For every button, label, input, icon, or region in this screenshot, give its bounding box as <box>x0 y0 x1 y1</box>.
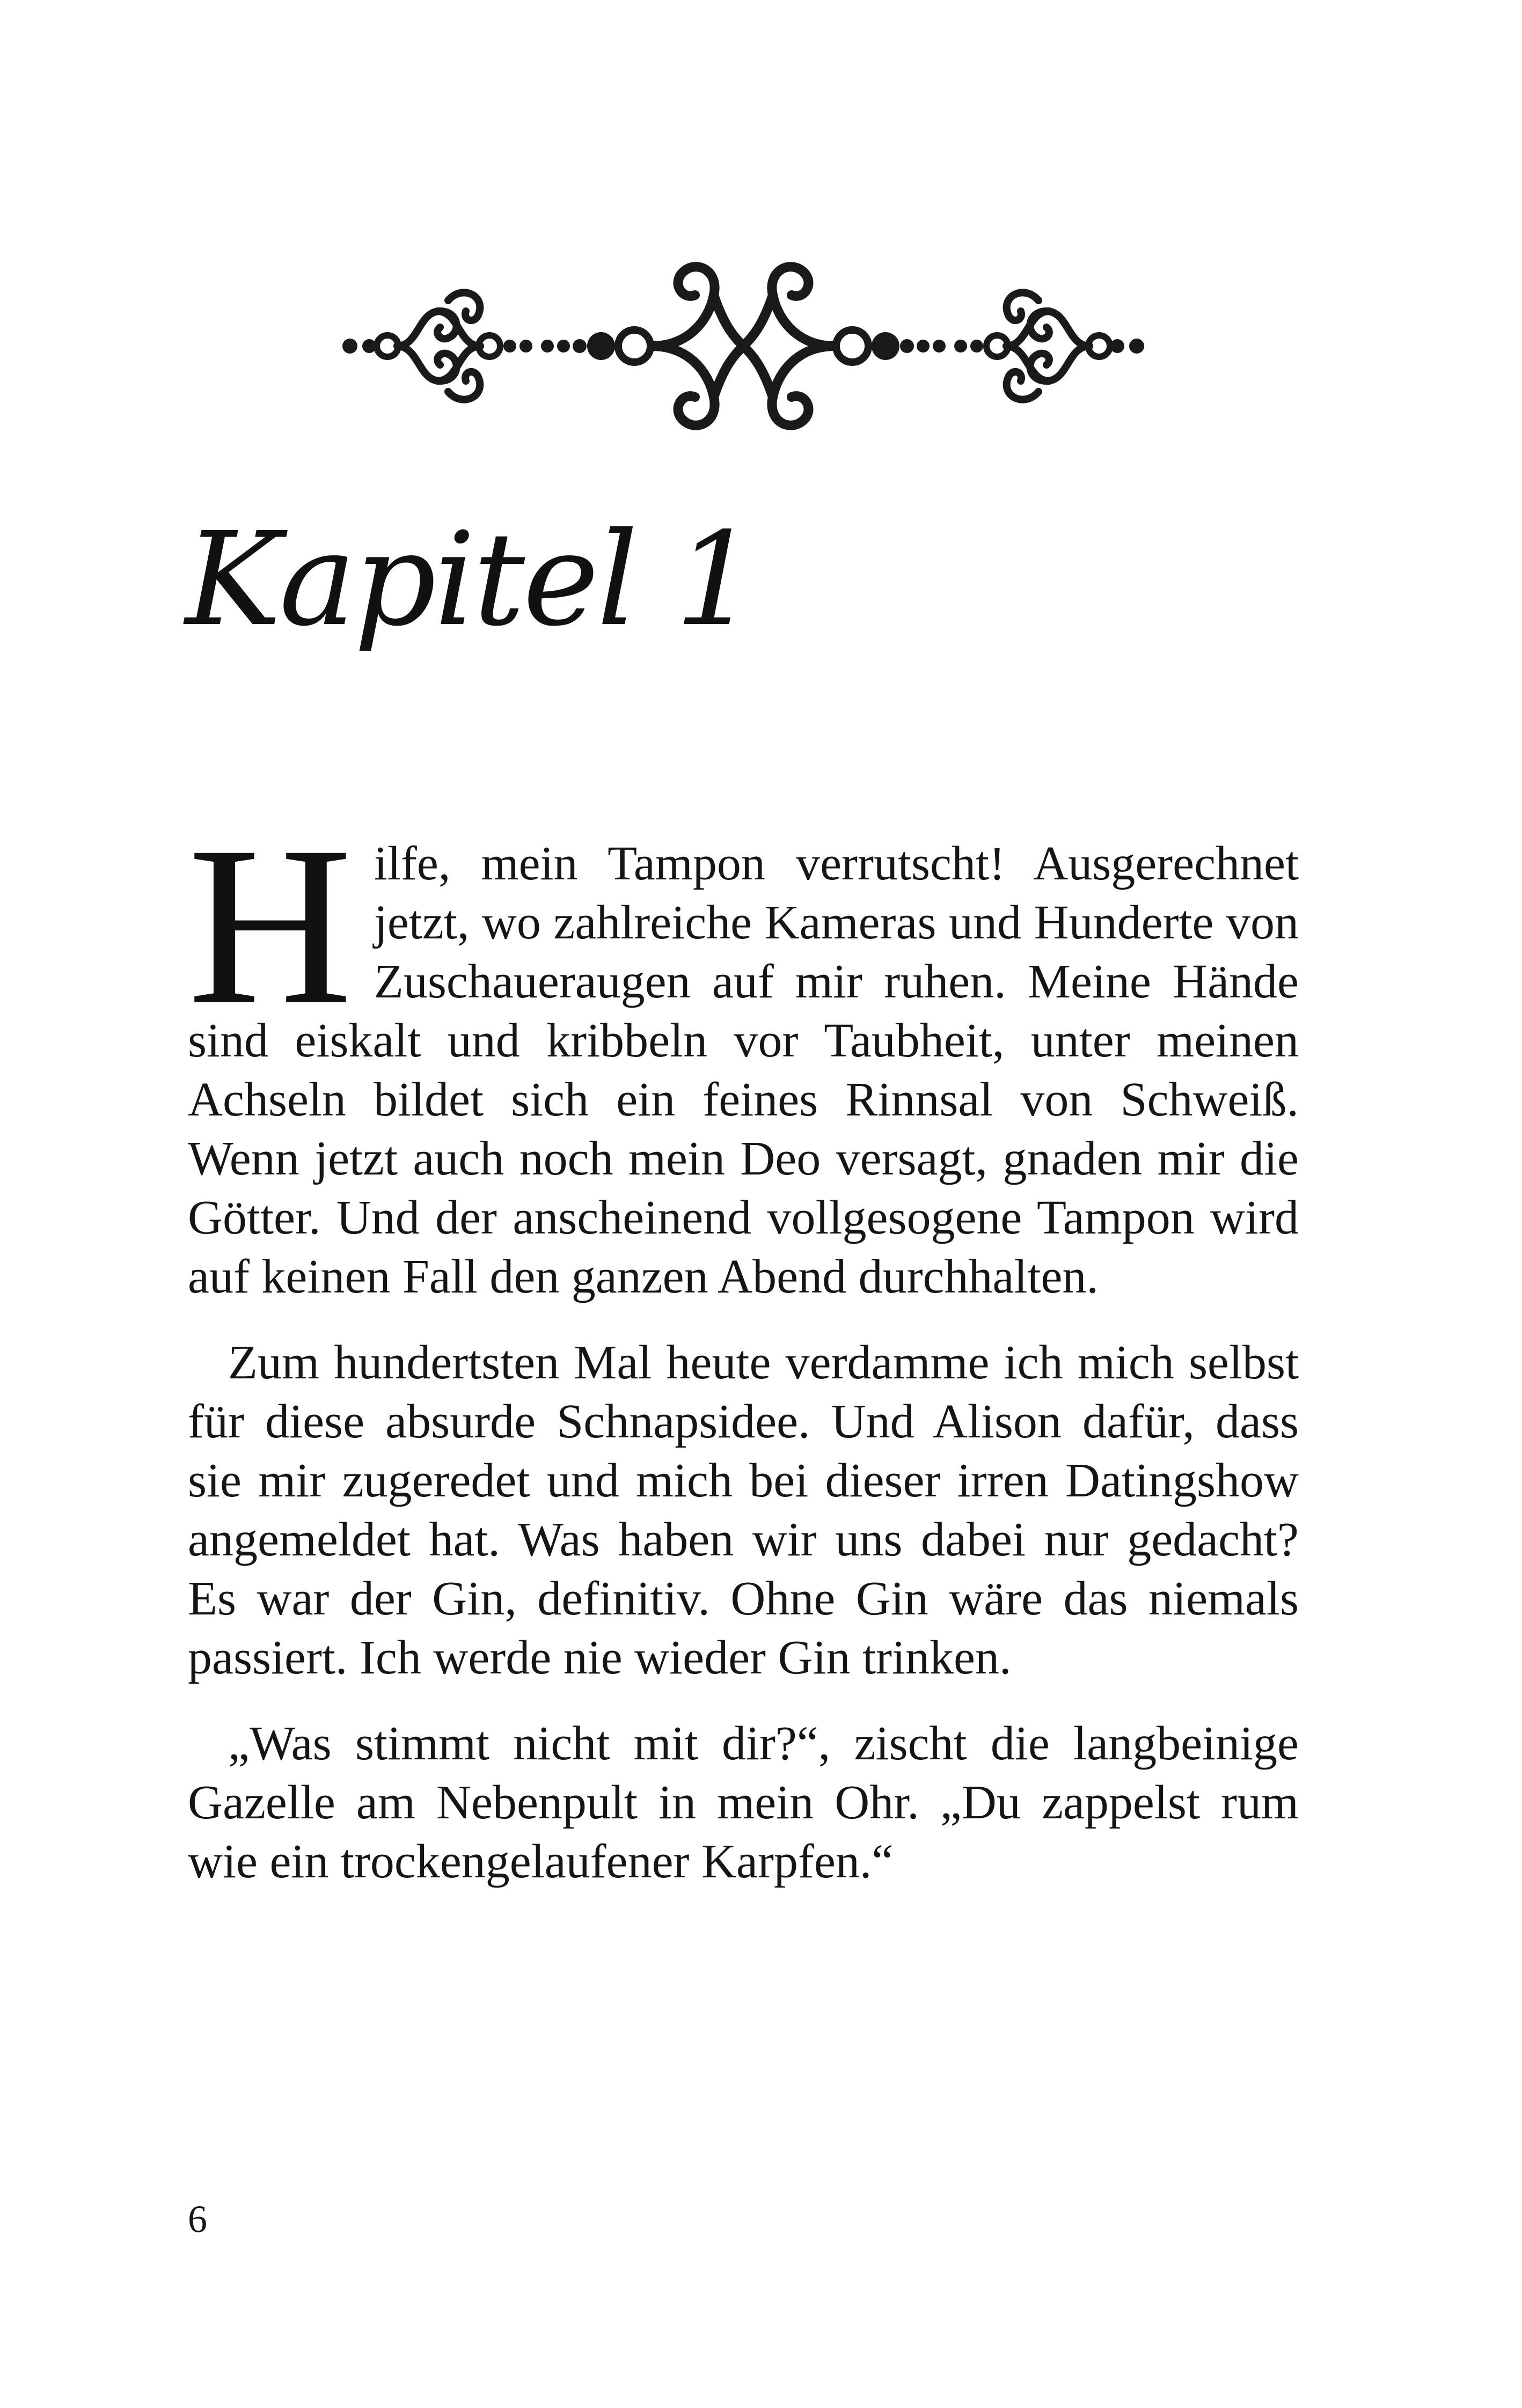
page-number: 6 <box>188 2198 207 2241</box>
paragraph <box>188 799 1299 1306</box>
paragraph-text: ilfe, mein Tampon verrutscht! Ausgerechnet jetzt, wo zahlreiche Kameras und Hunderte von Zuschaueraugen auf mir ruhen. Meine Hände sind eiskalt und kribbeln vor Taubheit, unter meinen Achseln bildet sich ein feines Rinnsal von Schweiß. Wenn jetzt auch noch mein Deo versagt, gnaden mir die Götter. Und der anscheinend vollgesogene Tampon wird auf keinen Fall den ganzen Abend durchhalten. <box>188 837 1299 1303</box>
drop-cap: H <box>188 799 353 1052</box>
paragraph: „Was stimmt nicht mit dir?“, zischt die langbeinige Gazelle am Nebenpult in mein Ohr. „Du zappelst rum wie ein trockengelaufener Karpfen.“ <box>188 1717 1299 1888</box>
chapter-title: Kapitel 1 <box>185 504 755 655</box>
paragraph: Zum hundertsten Mal heute verdamme ich mich selbst für diese absurde Schnapsidee. Und Alison dafür, dass sie mir zugeredet und mich bei dieser irren Datingshow angemeldet hat. Was haben wir uns dabei nur gedacht? Es war der Gin, definitiv. Ohne Gin wäre das niemals passiert. Ich werde nie wieder Gin trinken. <box>188 1336 1299 1684</box>
chapter-body <box>188 799 1299 1918</box>
flourish-divider-icon <box>338 258 1148 435</box>
